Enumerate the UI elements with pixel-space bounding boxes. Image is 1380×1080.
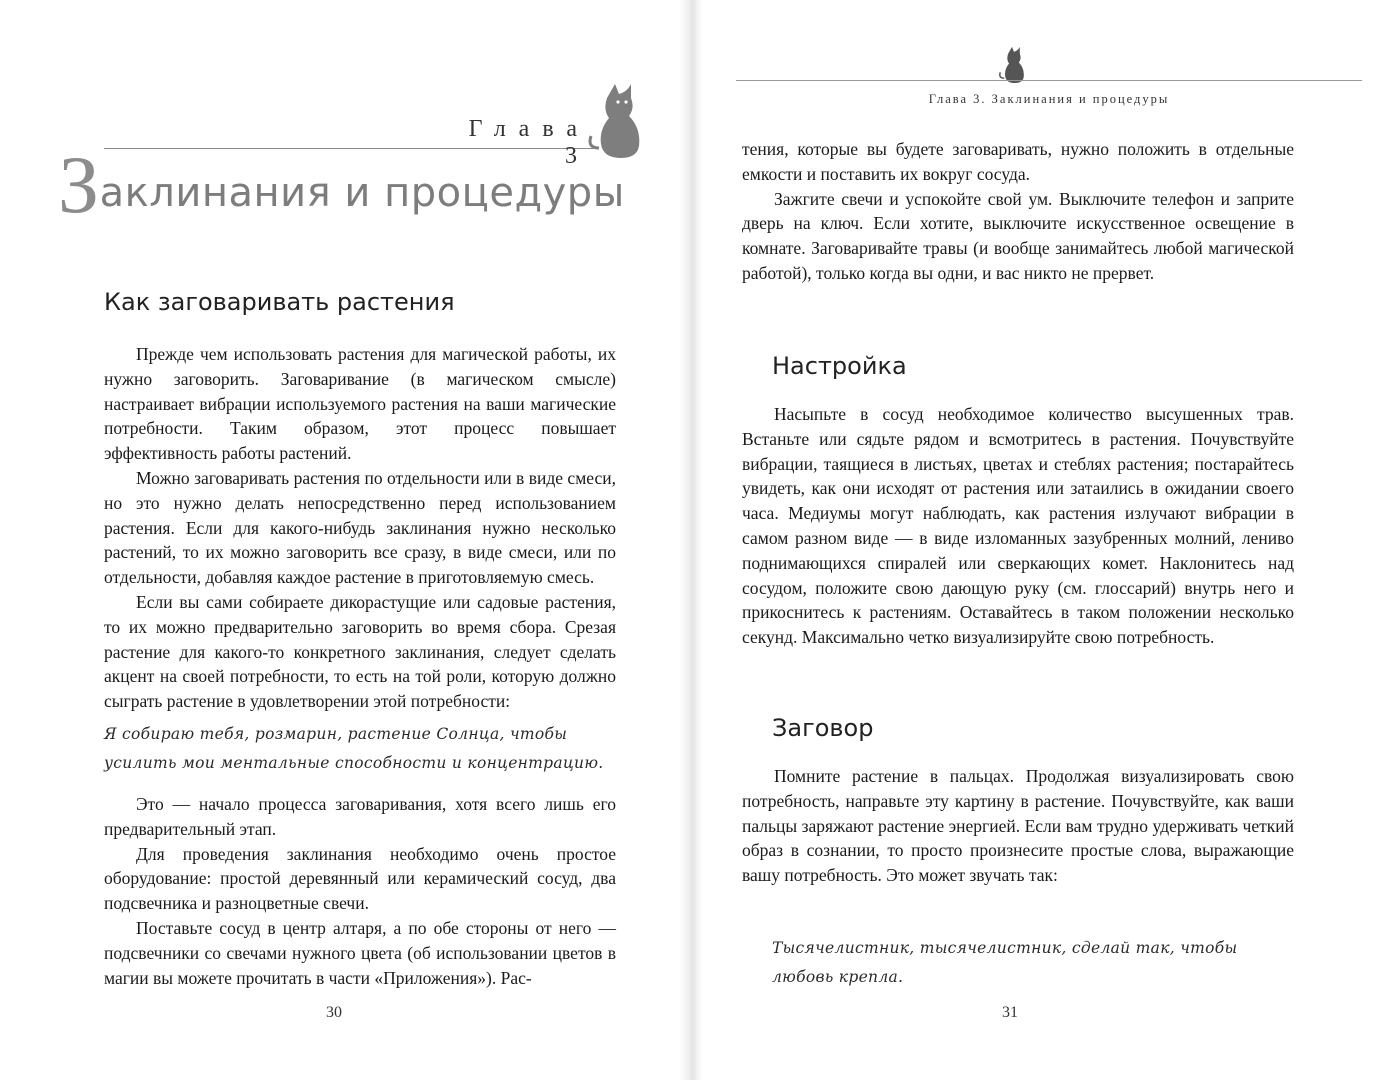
paragraph: Для проведения заклинания необходимо очень простое оборудование: простой деревянный или керамический сосуд, два подсвечника и разноцветные свечи. [104,843,616,914]
right-text-block-intro [742,137,1294,286]
left-text-block-1 [104,342,616,714]
running-head-rule [736,80,1362,81]
right-page [702,0,1380,1080]
chapter-title-dropcap: З [58,139,100,230]
paragraph: Можно заговаривать растения по отдельности или в виде смеси, но это нужно делать непосредственно перед использованием растения. Если для какого-нибудь заклинания нужно несколько растений, то их можно заговорить все сразу, в виде смеси, или по отдельности, добавляя каждое растение в приготовляемую смесь. [104,467,616,588]
book-gutter [680,0,702,1080]
right-text-block-spell [742,764,1294,888]
section-heading-tuning: Настройка [772,352,907,380]
chant-yarrow: Тысячелистник, тысячелистник, сделай так, чтобы любовь крепла. [772,939,1238,986]
paragraph: Зажгите свечи и успокойте свой ум. Выключите телефон и заприте дверь на ключ. Если хотите, выключите искусственное освещение в комнате. Заговаривайте травы (и вообще занимайтесь любой магической работой), только когда вы одни, и вас никто не прервет. [742,188,1294,283]
left-text-block-2 [104,792,616,990]
paragraph: тения, которые вы будете заговаривать, нужно положить в отдельные емкости и поставить их вокруг сосуда. [742,139,1294,184]
left-page [0,0,680,1080]
paragraph: Помните растение в пальцах. Продолжая визуализировать свою потребность, направьте эту картину в растение. Почувствуйте, как ваши пальцы заряжают растение энергией. Если вам трудно удерживать четкий образ в сознании, то просто произнесите простые слова, выражающие вашу потребность. Это может звучать так: [742,766,1294,886]
paragraph: Если вы сами собираете дикорастущие или садовые растения, то их можно предварительно заговорить во время сбора. Срезая растение для какого-то конкретного заклинания, следует сделать акцент на своей потребности, то есть на той роли, которую должно сыграть растение в удовлетворении этой потребности: [104,591,616,712]
page-number: 31 [1002,1004,1018,1021]
chapter-title-text: аклинания и процедуры [99,170,625,216]
page-number: 30 [326,1004,342,1021]
paragraph: Поставьте сосуд в центр алтаря, а по обе стороны от него — подсвечники со свечами нужного цвета (об использовании цветов в магии вы можете прочитать в части «Приложения»). Рас- [104,917,616,988]
right-text-block-tuning [742,402,1294,650]
paragraph: Прежде чем использовать растения для магической работы, их нужно заговорить. Заговаривание (в магическом смысле) настраивает вибрации используемого растения на ваши магические потребности. Таким образом, этот процесс повышает эффективность работы растений. [104,344,616,464]
chapter-label: Глава 3 [468,116,590,169]
paragraph: Насыпьте в сосуд необходимое количество высушенных трав. Встаньте или сядьте рядом и всмотритесь в растения. Почувствуйте вибрации, таящиеся в листьях, цветах и стеблях растения; постарайтесь увидеть, как они исходят от растения или затаились в ожидании своего часа. Медиумы могут наблюдать, как растения излучают вибрации в самом разном виде — в виде изломанных зазубренных молний, лениво поднимающихся спиралей или сверкающих комет. Наклонитесь над сосудом, положите свою дающую руку (см. глоссарий) внутрь него и прикоснитесь к растениям. Оставайтесь в таком положении несколько секунд. Максимально четко визуализируйте свою потребность. [742,404,1294,648]
cat-icon [997,44,1027,84]
section-heading-spell: Заговор [772,714,874,742]
running-head: Глава 3. Заклинания и процедуры [928,92,1170,106]
section-heading-charging: Как заговаривать растения [104,288,455,316]
paragraph: Это — начало процесса заговаривания, хотя всего лишь его предварительный этап. [104,794,616,839]
chapter-title [58,138,625,232]
chant-rosemary: Я собираю тебя, розмарин, растение Солнца, чтобы усилить мои ментальные способности и концентрацию. [104,725,604,772]
